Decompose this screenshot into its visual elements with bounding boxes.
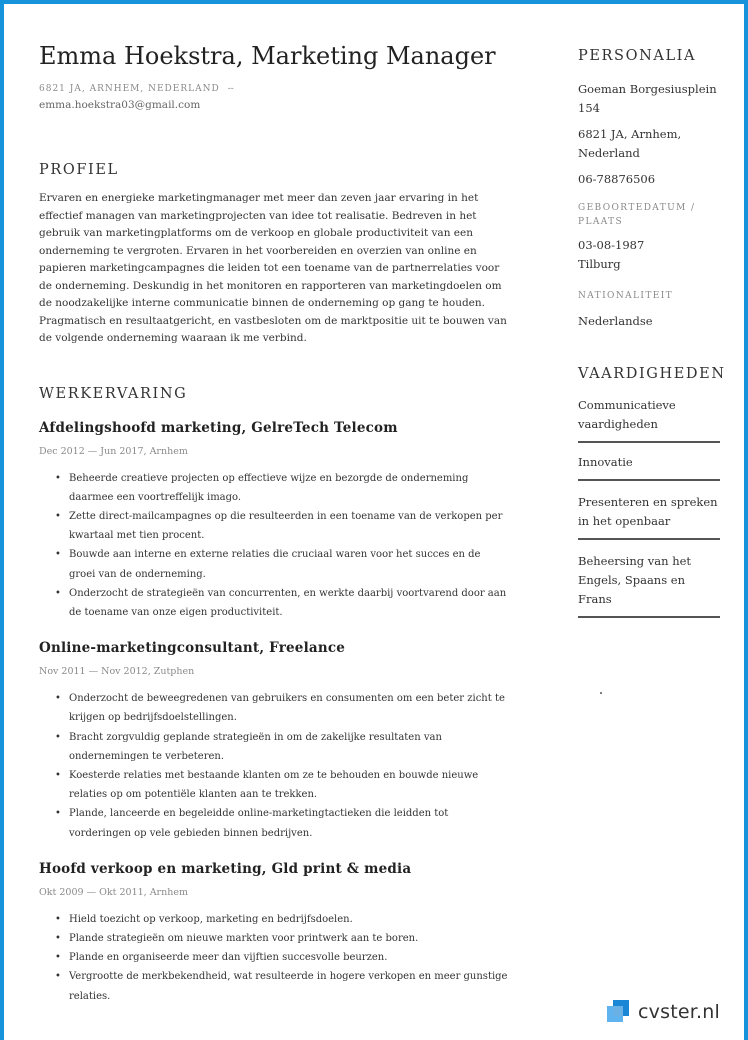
skill-item: Innovatie: [578, 453, 720, 481]
job-meta: Okt 2009 — Okt 2011, Arnhem: [39, 886, 188, 898]
job-bullet: • Plande en organiseerde meer dan vijftien succesvolle beurzen.: [69, 948, 509, 967]
job-title: Hoofd verkoop en marketing, Gld print & media: [39, 860, 412, 877]
job-bullets: [39, 469, 519, 623]
street-address: Goeman Borgesiusplein 154: [578, 82, 717, 115]
cvster-logo-icon: [607, 1000, 631, 1024]
address: 6821 JA, ARNHEM, NEDERLAND: [39, 84, 220, 94]
nationality: Nederlandse: [578, 314, 653, 328]
job-bullet: • Bouwde aan interne en externe relaties die cruciaal waren voor het succes en de groei van de onderneming.: [69, 545, 509, 583]
job-entry: [39, 640, 519, 843]
job-bullet: • Onderzocht de strategieën van concurrenten, en werkte daarbij voortvarend door aan de toename van onze eigen productiviteit.: [69, 584, 509, 622]
job-bullet: • Beheerde creatieve projecten op effectieve wijze en bezorgde de onderneming daarmee een voortreffelijk imago.: [69, 469, 509, 507]
main-column: [39, 42, 519, 1006]
job-title: Online-marketingconsultant, Freelance: [39, 640, 346, 657]
job-bullet: • Hield toezicht op verkoop, marketing en bedrijfsdoelen.: [69, 910, 509, 929]
skill-item: Communicatieve vaardigheden: [578, 396, 720, 443]
profile-title: PROFIEL: [39, 162, 119, 178]
phone-number: 06-78876506: [578, 172, 656, 186]
skill-item: Beheersing van het Engels, Spaans en Frans: [578, 552, 720, 618]
job-bullets: [39, 689, 519, 843]
job-bullet: • Plande, lanceerde en begeleidde online-marketingtactieken die leidden tot vorderingen op vele gebieden binnen bedrijven.: [69, 804, 509, 842]
job-bullet: • Vergrootte de merkbekendheid, wat resulteerde in hogere verkopen en meer gunstige relaties.: [69, 967, 509, 1005]
birth-label: GEBOORTEDATUM / PLAATS: [578, 203, 696, 227]
address-separator: --: [227, 84, 234, 94]
brand-logo: [607, 1000, 720, 1024]
job-meta: Dec 2012 — Jun 2017, Arnhem: [39, 445, 188, 457]
work-experience-title: WERKERVARING: [39, 385, 188, 402]
job-entry: [39, 861, 519, 1006]
candidate-name: Emma Hoekstra, Marketing Manager: [39, 42, 496, 70]
job-bullet: • Bracht zorgvuldig geplande strategieën in om de zakelijke resultaten van ondernemingen te verbeteren.: [69, 728, 509, 766]
resume-page: [4, 4, 744, 1040]
city-address: 6821 JA, Arnhem, Nederland: [578, 127, 682, 160]
stray-dot: [600, 692, 602, 694]
job-bullets: [39, 910, 519, 1006]
job-meta: Nov 2011 — Nov 2012, Zutphen: [39, 666, 195, 678]
skills-title: VAARDIGHEDEN: [578, 366, 726, 382]
job-bullet: • Zette direct-mailcampagnes op die resulteerden in een toename van de verkopen per kwartaal met tien procent.: [69, 507, 509, 545]
nationality-label: NATIONALITEIT: [578, 291, 674, 301]
job-entry: [39, 420, 519, 623]
sidebar: [578, 48, 724, 618]
job-title: Afdelingshoofd marketing, GelreTech Telecom: [39, 419, 398, 436]
job-bullet: • Koesterde relaties met bestaande klanten om ze te behouden en bouwde nieuwe relaties op om potentiële klanten aan te trekken.: [69, 766, 509, 804]
personalia-title: PERSONALIA: [578, 48, 697, 64]
job-bullet: • Onderzocht de beweegredenen van gebruikers en consumenten om een beter zicht te krijgen op bedrijfsdoelstellingen.: [69, 689, 509, 727]
birth-place: Tilburg: [578, 257, 621, 271]
email: emma.hoekstra03@gmail.com: [39, 99, 201, 111]
profile-text: Ervaren en energieke marketingmanager met meer dan zeven jaar ervaring in het effectief managen van marketingprojecten van idee tot realisatie. Bedreven in het gebruik van marketingplatforms om de verkoop en globale productiviteit van een onderneming te vergroten. Ervaren in het voorbereiden en overzien van online en papieren marketingcampagnes die leiden tot een toename van de partnerrelaties voor de onderneming. Deskundig in het monitoren en rapporteren van marketingdoelen om de noodzakelijke interne communicatie binnen de onderneming op gang te houden. Pragmatisch en resultaatgericht, en vastbesloten om de marktpositie uit te bouwen van de volgende onderneming waaraan ik me verbind.: [39, 192, 507, 344]
brand-name: cvster.nl: [638, 1001, 720, 1023]
job-bullet: • Plande strategieën om nieuwe markten voor printwerk aan te boren.: [69, 929, 509, 948]
address-line: [39, 84, 519, 94]
skill-item: Presenteren en spreken in het openbaar: [578, 493, 720, 540]
birth-date: 03-08-1987: [578, 238, 645, 252]
